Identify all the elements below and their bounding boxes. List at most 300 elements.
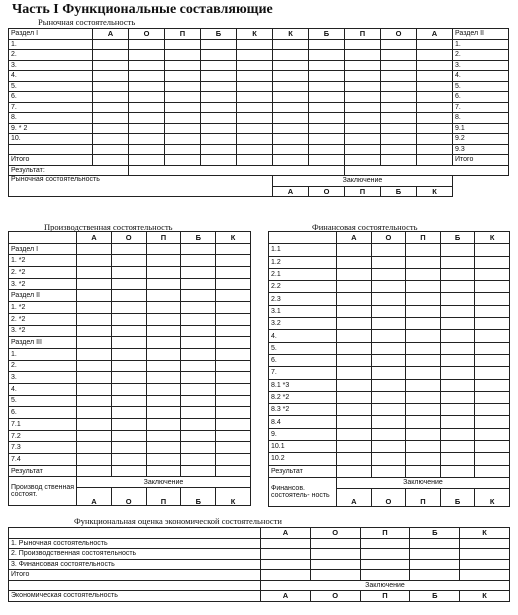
row-label: 2. *2 bbox=[9, 267, 77, 279]
empty-cell bbox=[440, 441, 475, 453]
empty-cell bbox=[201, 71, 237, 82]
empty-cell bbox=[337, 416, 372, 428]
empty-cell bbox=[77, 325, 112, 337]
empty-cell bbox=[475, 305, 510, 317]
empty-cell bbox=[111, 243, 146, 255]
empty-cell bbox=[77, 430, 112, 442]
table-row bbox=[269, 342, 510, 354]
empty-cell bbox=[310, 538, 360, 549]
conclusion-label: Заключение bbox=[273, 176, 453, 187]
empty-cell bbox=[181, 419, 216, 431]
empty-cell bbox=[165, 81, 201, 92]
empty-cell bbox=[216, 407, 251, 419]
empty-cell bbox=[309, 71, 345, 82]
empty-cell bbox=[129, 102, 165, 113]
empty-cell bbox=[417, 92, 453, 103]
row-label: 2. Производственная состоятельность bbox=[9, 549, 261, 560]
column-header: О bbox=[371, 232, 406, 244]
row-label: 3.1 bbox=[269, 305, 337, 317]
empty-cell bbox=[381, 50, 417, 61]
empty-cell bbox=[273, 92, 309, 103]
row-label: 6. bbox=[453, 92, 509, 103]
empty-cell bbox=[129, 92, 165, 103]
empty-cell bbox=[406, 256, 441, 268]
empty-cell bbox=[406, 391, 441, 403]
row-label: 1. *2 bbox=[9, 255, 77, 267]
empty-cell bbox=[146, 255, 181, 267]
table-row bbox=[269, 465, 510, 477]
empty-cell bbox=[337, 293, 372, 305]
empty-cell bbox=[216, 348, 251, 360]
empty-cell bbox=[273, 155, 309, 166]
empty-cell bbox=[337, 256, 372, 268]
empty-cell bbox=[77, 442, 112, 454]
table-row bbox=[269, 256, 510, 268]
row-label: 9. bbox=[269, 428, 337, 440]
row-label: Раздел I bbox=[9, 243, 77, 255]
empty-cell bbox=[440, 281, 475, 293]
empty-cell bbox=[9, 528, 261, 539]
empty-cell bbox=[475, 342, 510, 354]
conclusion-col: К bbox=[475, 488, 510, 506]
empty-cell bbox=[201, 81, 237, 92]
empty-cell bbox=[111, 442, 146, 454]
empty-cell bbox=[146, 442, 181, 454]
column-header: П bbox=[345, 29, 381, 40]
empty-cell bbox=[440, 391, 475, 403]
table-row bbox=[9, 243, 251, 255]
empty-cell bbox=[146, 395, 181, 407]
row-label: 2. bbox=[9, 50, 93, 61]
empty-cell bbox=[406, 354, 441, 366]
empty-cell bbox=[309, 155, 345, 166]
empty-cell bbox=[201, 39, 237, 50]
empty-cell bbox=[440, 268, 475, 280]
empty-cell bbox=[237, 113, 273, 124]
table-row bbox=[9, 559, 510, 570]
row-label: 3. *2 bbox=[9, 278, 77, 290]
empty-cell bbox=[181, 290, 216, 302]
column-header: К bbox=[460, 528, 510, 539]
empty-cell bbox=[337, 318, 372, 330]
empty-cell bbox=[440, 453, 475, 465]
empty-cell bbox=[216, 278, 251, 290]
row-label bbox=[9, 144, 93, 155]
empty-cell bbox=[337, 404, 372, 416]
empty-cell bbox=[146, 278, 181, 290]
table-row bbox=[9, 102, 509, 113]
empty-cell bbox=[237, 39, 273, 50]
empty-cell bbox=[77, 313, 112, 325]
empty-cell bbox=[345, 102, 381, 113]
empty-cell bbox=[381, 92, 417, 103]
table-header-row bbox=[9, 29, 509, 40]
row-label: 5. bbox=[269, 342, 337, 354]
table-row bbox=[9, 538, 510, 549]
section-head: Раздел II bbox=[453, 29, 509, 40]
empty-cell bbox=[181, 442, 216, 454]
empty-cell bbox=[146, 313, 181, 325]
row-label: 7. bbox=[453, 102, 509, 113]
column-header: Б bbox=[201, 29, 237, 40]
empty-cell bbox=[111, 419, 146, 431]
empty-cell bbox=[371, 367, 406, 379]
empty-cell bbox=[216, 395, 251, 407]
row-label: 4. bbox=[269, 330, 337, 342]
empty-cell bbox=[309, 144, 345, 155]
table-row bbox=[9, 267, 251, 279]
empty-cell bbox=[371, 342, 406, 354]
empty-cell bbox=[237, 102, 273, 113]
conclusion-col: К bbox=[460, 591, 510, 602]
empty-cell bbox=[181, 395, 216, 407]
empty-cell bbox=[337, 379, 372, 391]
empty-cell bbox=[216, 465, 251, 477]
empty-cell bbox=[406, 293, 441, 305]
empty-cell bbox=[146, 302, 181, 314]
empty-cell bbox=[111, 372, 146, 384]
table-row bbox=[9, 465, 251, 477]
empty-cell bbox=[146, 360, 181, 372]
conclusion-col: О bbox=[310, 591, 360, 602]
empty-cell bbox=[165, 144, 201, 155]
table-row bbox=[9, 302, 251, 314]
empty-cell bbox=[77, 267, 112, 279]
empty-cell bbox=[406, 268, 441, 280]
row-label: 7. bbox=[269, 367, 337, 379]
empty-cell bbox=[406, 465, 441, 477]
empty-cell bbox=[237, 50, 273, 61]
empty-cell bbox=[371, 330, 406, 342]
empty-cell bbox=[273, 71, 309, 82]
empty-cell bbox=[111, 313, 146, 325]
table-row bbox=[269, 305, 510, 317]
empty-cell bbox=[475, 404, 510, 416]
empty-cell bbox=[309, 113, 345, 124]
empty-cell bbox=[381, 102, 417, 113]
empty-cell bbox=[77, 348, 112, 360]
empty-cell bbox=[417, 134, 453, 145]
empty-cell bbox=[381, 144, 417, 155]
table-row bbox=[269, 416, 510, 428]
table-row bbox=[269, 293, 510, 305]
production-subtitle: Производственная состоятельность bbox=[44, 222, 173, 232]
empty-cell bbox=[165, 134, 201, 145]
empty-cell bbox=[309, 134, 345, 145]
market-subtitle: Рыночная состоятельность bbox=[38, 17, 136, 27]
empty-cell bbox=[371, 354, 406, 366]
empty-cell bbox=[77, 454, 112, 466]
column-header: Б bbox=[309, 29, 345, 40]
summary-row bbox=[9, 477, 251, 488]
table-row bbox=[9, 337, 251, 349]
empty-cell bbox=[216, 255, 251, 267]
empty-cell bbox=[273, 123, 309, 134]
row-label: 2.2 bbox=[269, 281, 337, 293]
empty-cell bbox=[111, 255, 146, 267]
empty-cell bbox=[111, 383, 146, 395]
empty-cell bbox=[146, 419, 181, 431]
column-header: П bbox=[406, 232, 441, 244]
empty-cell bbox=[93, 92, 129, 103]
empty-cell bbox=[371, 293, 406, 305]
row-label: 7. bbox=[9, 102, 93, 113]
empty-cell bbox=[129, 39, 165, 50]
empty-cell bbox=[440, 305, 475, 317]
empty-cell bbox=[261, 549, 311, 560]
empty-cell bbox=[417, 102, 453, 113]
empty-cell bbox=[417, 123, 453, 134]
empty-cell bbox=[406, 330, 441, 342]
column-header: К bbox=[475, 232, 510, 244]
row-label: 3.2 bbox=[269, 318, 337, 330]
empty-cell bbox=[77, 255, 112, 267]
row-label: 3. bbox=[453, 60, 509, 71]
row-label: 8. bbox=[453, 113, 509, 124]
table-row bbox=[269, 367, 510, 379]
empty-cell bbox=[77, 302, 112, 314]
summary-label: Рыночная состоятельность bbox=[9, 176, 273, 197]
row-label: 7.2 bbox=[9, 430, 77, 442]
empty-cell bbox=[440, 293, 475, 305]
row-label: 8.1 *3 bbox=[269, 379, 337, 391]
column-header: Б bbox=[181, 232, 216, 244]
empty-cell bbox=[111, 325, 146, 337]
table-row bbox=[9, 255, 251, 267]
empty-cell bbox=[371, 441, 406, 453]
empty-cell bbox=[77, 337, 112, 349]
empty-cell bbox=[181, 302, 216, 314]
empty-cell bbox=[93, 60, 129, 71]
table-header-row bbox=[269, 232, 510, 244]
empty-cell bbox=[237, 123, 273, 134]
empty-cell bbox=[273, 134, 309, 145]
empty-cell bbox=[237, 81, 273, 92]
empty-cell bbox=[310, 549, 360, 560]
empty-cell bbox=[146, 383, 181, 395]
empty-cell bbox=[237, 71, 273, 82]
empty-cell bbox=[77, 407, 112, 419]
empty-cell bbox=[111, 348, 146, 360]
conclusion-col: А bbox=[77, 488, 112, 506]
empty-cell bbox=[475, 256, 510, 268]
empty-cell bbox=[165, 60, 201, 71]
table-row bbox=[269, 318, 510, 330]
row-label: 1.1 bbox=[269, 244, 337, 256]
column-header: А bbox=[93, 29, 129, 40]
empty-cell bbox=[201, 123, 237, 134]
empty-cell bbox=[216, 325, 251, 337]
empty-cell bbox=[165, 39, 201, 50]
empty-cell bbox=[146, 348, 181, 360]
empty-cell bbox=[216, 243, 251, 255]
empty-cell bbox=[146, 290, 181, 302]
empty-cell bbox=[417, 60, 453, 71]
empty-cell bbox=[406, 367, 441, 379]
empty-cell bbox=[345, 71, 381, 82]
conclusion-col: А bbox=[273, 186, 309, 197]
empty-cell bbox=[440, 404, 475, 416]
empty-cell bbox=[371, 416, 406, 428]
empty-cell bbox=[201, 60, 237, 71]
empty-cell bbox=[440, 465, 475, 477]
row-label: 10.1 bbox=[269, 441, 337, 453]
empty-cell bbox=[216, 302, 251, 314]
row-label: 1. Рыночная состоятельность bbox=[9, 538, 261, 549]
empty-cell bbox=[406, 305, 441, 317]
empty-cell bbox=[371, 391, 406, 403]
conclusion-col: А bbox=[261, 591, 311, 602]
column-header: О bbox=[381, 29, 417, 40]
empty-cell bbox=[273, 144, 309, 155]
conclusion-col: О bbox=[309, 186, 345, 197]
table-row bbox=[269, 428, 510, 440]
empty-cell bbox=[417, 155, 453, 166]
conclusion-col: Б bbox=[181, 488, 216, 506]
empty-cell bbox=[337, 281, 372, 293]
empty-cell bbox=[261, 559, 311, 570]
column-header: К bbox=[237, 29, 273, 40]
table-row bbox=[9, 430, 251, 442]
empty-cell bbox=[111, 267, 146, 279]
empty-cell bbox=[475, 391, 510, 403]
table-row bbox=[9, 348, 251, 360]
empty-cell bbox=[310, 559, 360, 570]
section-head: Раздел I bbox=[9, 29, 93, 40]
empty-cell bbox=[337, 342, 372, 354]
empty-cell bbox=[337, 465, 372, 477]
empty-cell bbox=[181, 454, 216, 466]
conclusion-row bbox=[9, 580, 510, 591]
table-row bbox=[269, 330, 510, 342]
table-row bbox=[269, 391, 510, 403]
empty-cell bbox=[111, 302, 146, 314]
empty-cell bbox=[475, 318, 510, 330]
empty-cell bbox=[460, 538, 510, 549]
empty-cell bbox=[337, 391, 372, 403]
empty-cell bbox=[237, 60, 273, 71]
conclusion-col: О bbox=[111, 488, 146, 506]
empty-cell bbox=[309, 81, 345, 92]
row-label: 9. * 2 bbox=[9, 123, 93, 134]
empty-cell bbox=[93, 123, 129, 134]
empty-cell bbox=[453, 176, 509, 197]
table-row bbox=[9, 549, 510, 560]
empty-cell bbox=[371, 404, 406, 416]
row-label: 1. *2 bbox=[9, 302, 77, 314]
empty-cell bbox=[165, 71, 201, 82]
empty-cell bbox=[406, 379, 441, 391]
row-label: 4. bbox=[9, 383, 77, 395]
row-label: Итого bbox=[453, 155, 509, 166]
table-row bbox=[9, 113, 509, 124]
empty-cell bbox=[181, 360, 216, 372]
empty-cell bbox=[381, 39, 417, 50]
empty-cell bbox=[475, 453, 510, 465]
table-row bbox=[269, 268, 510, 280]
summary-label: Производ ственная состоят. bbox=[9, 477, 77, 506]
empty-cell bbox=[337, 354, 372, 366]
row-label: Итого bbox=[9, 570, 261, 581]
column-header: П bbox=[165, 29, 201, 40]
row-label: 6. bbox=[269, 354, 337, 366]
row-label: 3. Финансовая состоятельность bbox=[9, 559, 261, 570]
empty-cell bbox=[181, 255, 216, 267]
empty-cell bbox=[410, 538, 460, 549]
empty-cell bbox=[371, 428, 406, 440]
row-label: 9.1 bbox=[453, 123, 509, 134]
empty-cell bbox=[381, 60, 417, 71]
column-header: А bbox=[337, 232, 372, 244]
row-label: 5. bbox=[9, 81, 93, 92]
row-label: 3. bbox=[9, 60, 93, 71]
empty-cell bbox=[181, 465, 216, 477]
empty-cell bbox=[216, 360, 251, 372]
empty-cell bbox=[345, 134, 381, 145]
empty-cell bbox=[337, 367, 372, 379]
empty-cell bbox=[201, 92, 237, 103]
empty-cell bbox=[129, 123, 165, 134]
summary-row bbox=[9, 176, 509, 187]
summary-label: Финансов. состоятель- ность bbox=[269, 477, 337, 506]
empty-cell bbox=[371, 379, 406, 391]
empty-cell bbox=[371, 268, 406, 280]
empty-cell bbox=[181, 278, 216, 290]
row-label: 5. bbox=[453, 81, 509, 92]
functional-table bbox=[8, 527, 510, 602]
empty-cell bbox=[475, 367, 510, 379]
empty-cell bbox=[337, 453, 372, 465]
summary-row bbox=[269, 477, 510, 488]
empty-cell bbox=[237, 134, 273, 145]
empty-cell bbox=[460, 570, 510, 581]
table-row bbox=[269, 453, 510, 465]
column-header: О bbox=[310, 528, 360, 539]
empty-cell bbox=[181, 383, 216, 395]
empty-cell bbox=[237, 144, 273, 155]
empty-cell bbox=[273, 102, 309, 113]
empty-cell bbox=[475, 379, 510, 391]
empty-cell bbox=[417, 50, 453, 61]
empty-cell bbox=[146, 325, 181, 337]
empty-cell bbox=[129, 50, 165, 61]
empty-cell bbox=[181, 267, 216, 279]
empty-cell bbox=[381, 134, 417, 145]
conclusion-col: Б bbox=[440, 488, 475, 506]
empty-cell bbox=[77, 360, 112, 372]
row-label: 8. bbox=[9, 113, 93, 124]
empty-cell bbox=[460, 559, 510, 570]
conclusion-col: П bbox=[345, 186, 381, 197]
empty-cell bbox=[181, 243, 216, 255]
empty-cell bbox=[93, 71, 129, 82]
empty-cell bbox=[309, 50, 345, 61]
empty-cell bbox=[181, 407, 216, 419]
empty-cell bbox=[360, 559, 410, 570]
row-label: 7.3 bbox=[9, 442, 77, 454]
empty-cell bbox=[475, 293, 510, 305]
table-row bbox=[269, 379, 510, 391]
empty-cell bbox=[475, 441, 510, 453]
empty-cell bbox=[337, 330, 372, 342]
empty-cell bbox=[360, 570, 410, 581]
empty-cell bbox=[273, 50, 309, 61]
empty-cell bbox=[371, 244, 406, 256]
row-label: 3. bbox=[9, 372, 77, 384]
empty-cell bbox=[216, 442, 251, 454]
empty-cell bbox=[417, 71, 453, 82]
result-space bbox=[129, 165, 345, 176]
